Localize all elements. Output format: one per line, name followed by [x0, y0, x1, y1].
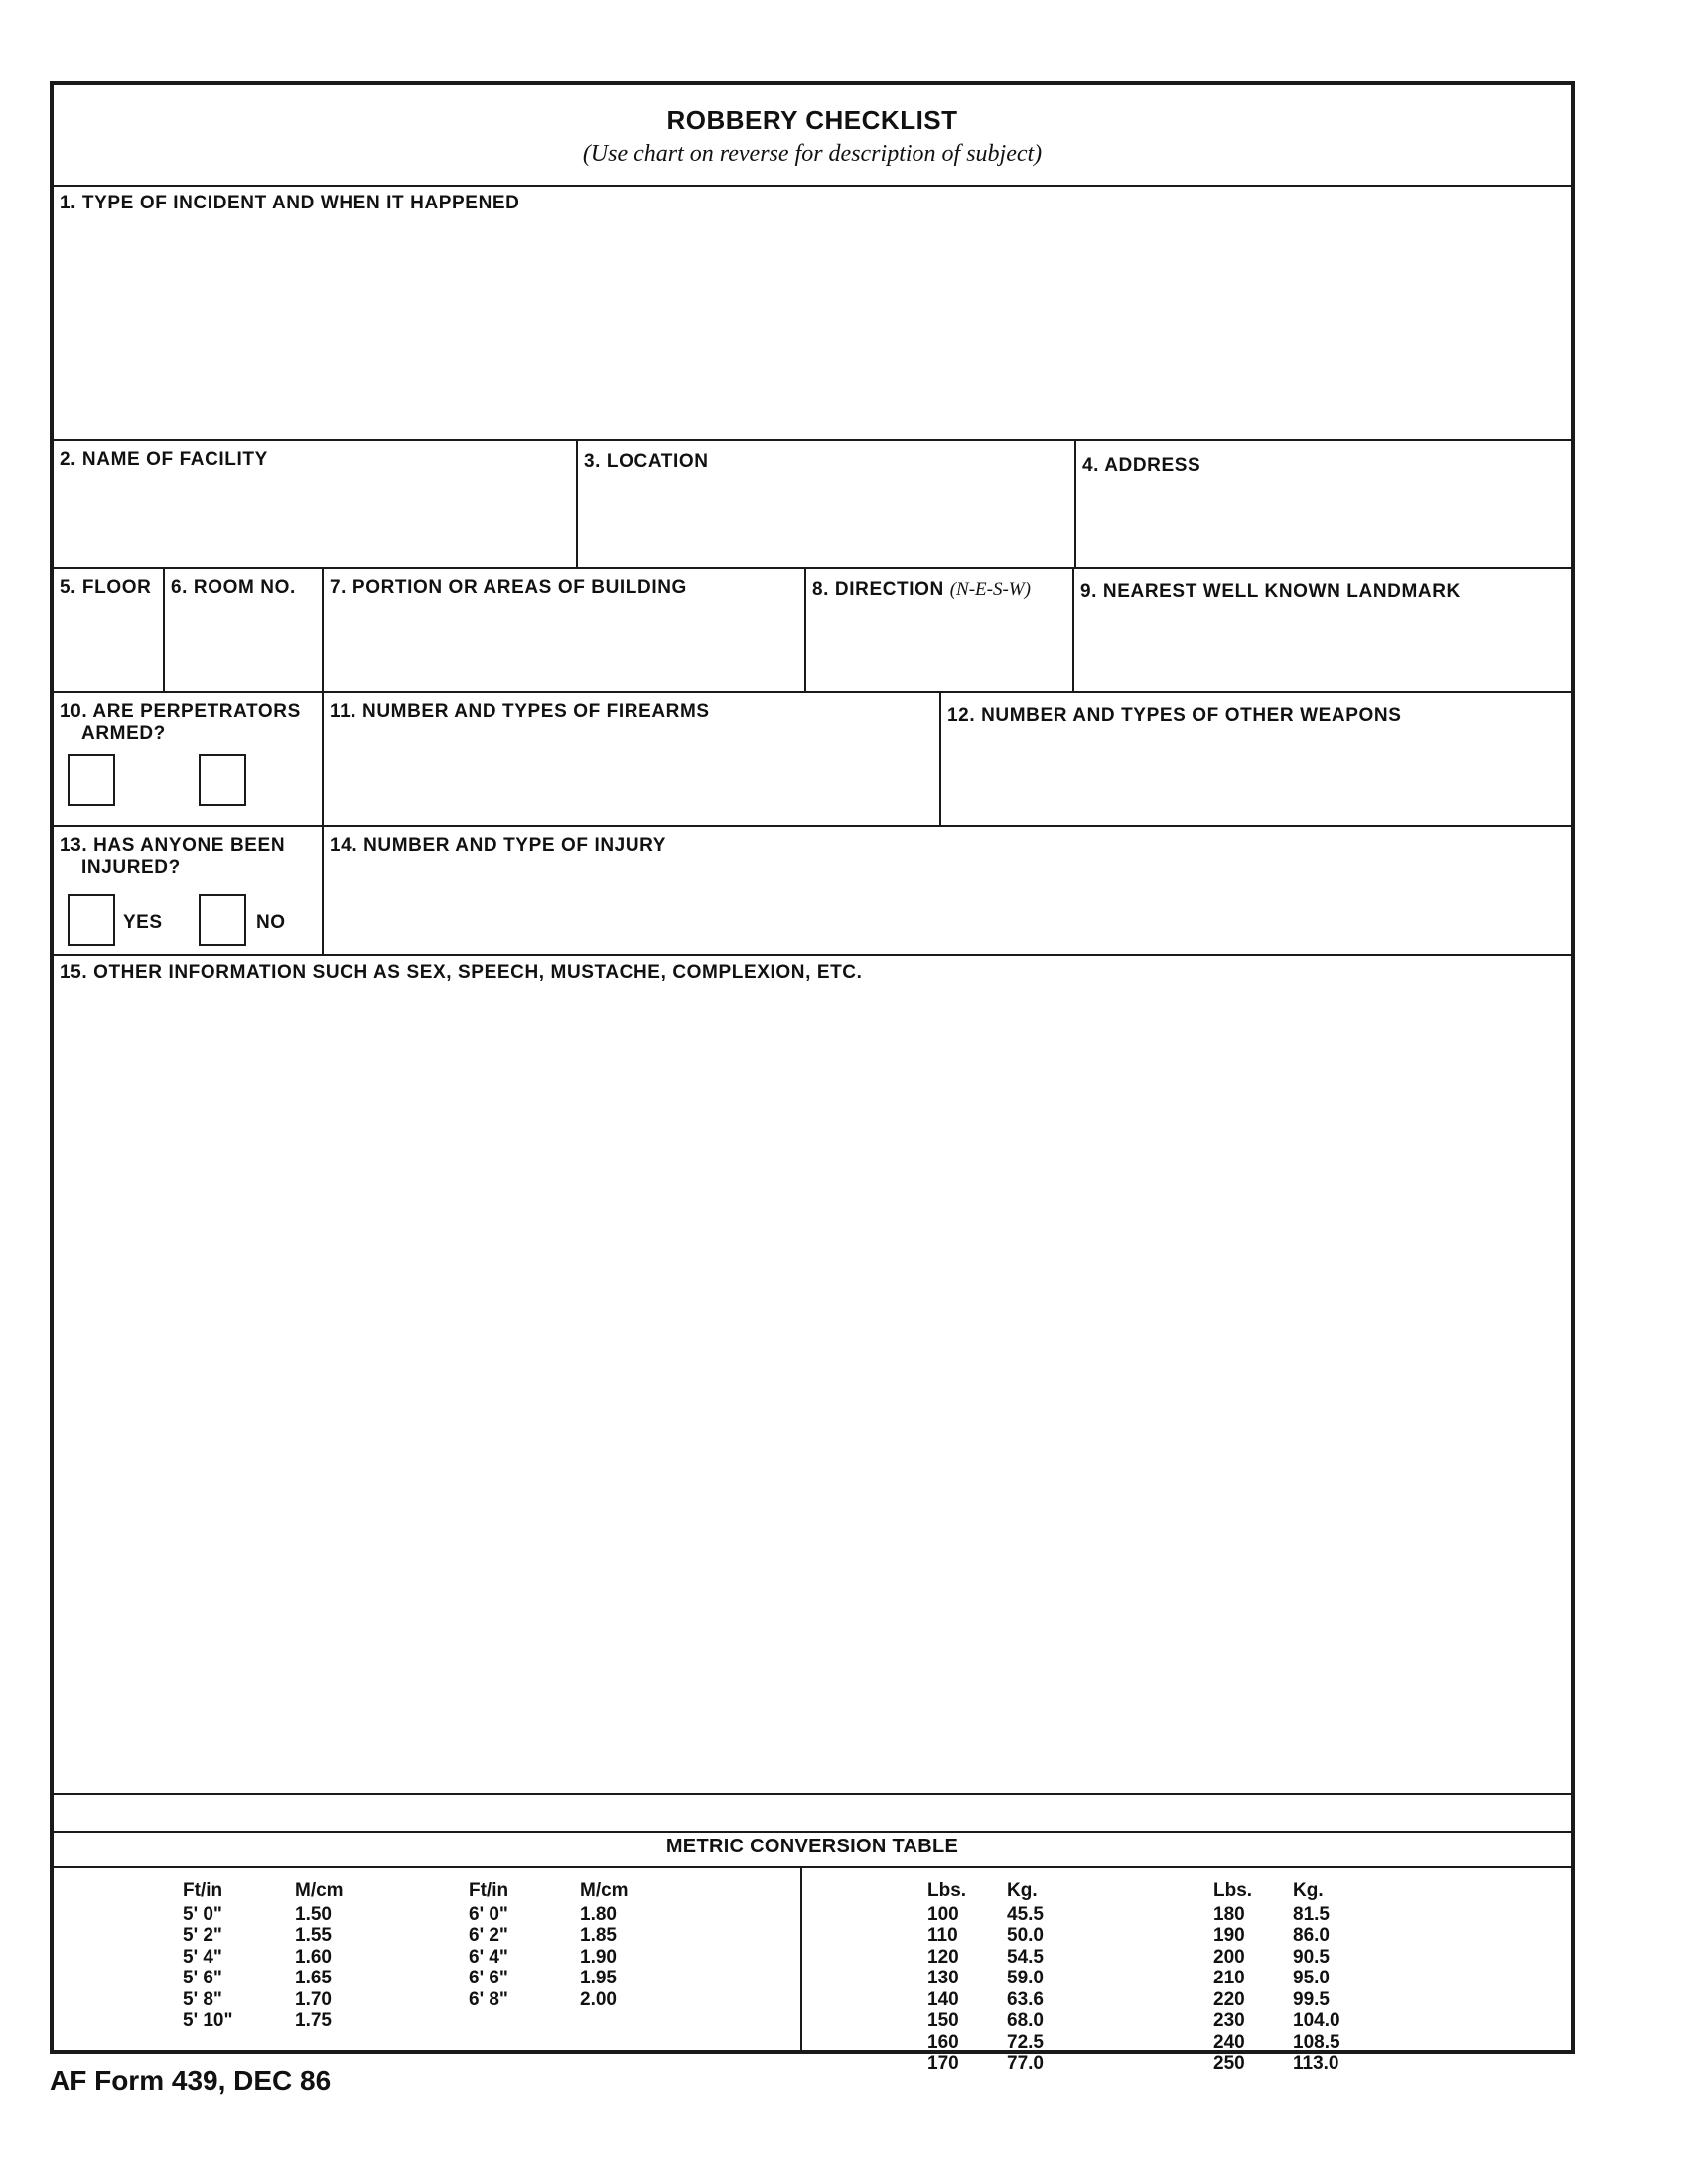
weight-value: 150 [927, 2010, 959, 2031]
field-building-areas-label: 7. PORTION OR AREAS OF BUILDING [330, 577, 687, 598]
weight-lbs-header: Lbs. [1213, 1880, 1253, 1901]
weight-value: 250 [1213, 2053, 1245, 2074]
height-value: 6' 4" [469, 1946, 508, 1968]
height-value: 5' 0" [183, 1903, 222, 1925]
weight-value: 120 [927, 1946, 959, 1968]
weight-value: 230 [1213, 2010, 1245, 2031]
field-building-areas[interactable] [324, 569, 804, 691]
weight-value: 220 [1213, 1988, 1245, 2010]
weight-col2-lbs [1213, 1880, 1252, 2075]
field-other-weapons[interactable] [941, 693, 1573, 825]
field-other-information-label: 15. OTHER INFORMATION SUCH AS SEX, SPEECH, MUSTACHE, COMPLEXION, ETC. [60, 962, 863, 983]
field-room-no[interactable] [165, 569, 322, 691]
field-other-information[interactable] [54, 956, 1571, 1793]
metric-value: 1.70 [295, 1988, 332, 2010]
kg-value: 63.6 [1007, 1988, 1044, 2010]
metric-value: 1.90 [580, 1946, 617, 1968]
kg-value: 108.5 [1293, 2031, 1340, 2053]
field-anyone-injured-label-2: INJURED? [81, 857, 181, 878]
weight-col1-lbs [927, 1880, 966, 2075]
weight-value: 240 [1213, 2031, 1245, 2053]
metric-value: 1.80 [580, 1903, 617, 1925]
height-value: 5' 10" [183, 2010, 233, 2031]
field-floor-label: 5. FLOOR [60, 577, 152, 598]
weight-lbs-header: Lbs. [927, 1880, 967, 1901]
metric-value: 1.50 [295, 1903, 332, 1925]
metric-value: 1.55 [295, 1925, 332, 1946]
kg-value: 45.5 [1007, 1903, 1044, 1925]
field-location[interactable] [578, 441, 1074, 567]
field-location-label: 3. LOCATION [584, 451, 709, 472]
weight-value: 190 [1213, 1925, 1245, 1946]
field-floor[interactable] [54, 569, 163, 691]
height-value: 6' 8" [469, 1988, 508, 2010]
height-value: 6' 2" [469, 1925, 508, 1946]
kg-value: 86.0 [1293, 1925, 1330, 1946]
form-subtitle: (Use chart on reverse for description of subject) [582, 141, 1043, 167]
weight-value: 100 [927, 1903, 959, 1925]
field-anyone-injured [54, 827, 322, 954]
armed-yes-checkbox[interactable] [68, 754, 115, 806]
kg-value: 113.0 [1293, 2053, 1339, 2074]
height-value: 5' 2" [183, 1925, 222, 1946]
kg-value: 95.0 [1293, 1968, 1330, 1988]
field-perpetrators-armed-label-1: 10. ARE PERPETRATORS [60, 701, 301, 722]
metric-value: 1.65 [295, 1968, 332, 1988]
weight-value: 200 [1213, 1946, 1245, 1968]
metric-value: 1.75 [295, 2010, 332, 2031]
kg-value: 99.5 [1293, 1988, 1330, 2010]
weight-value: 170 [927, 2053, 959, 2074]
weight-col1-kg [1007, 1880, 1044, 2075]
field-address-label: 4. ADDRESS [1082, 455, 1201, 476]
injured-yes-checkbox[interactable] [68, 894, 115, 946]
weight-col2-kg [1293, 1880, 1340, 2075]
field-incident-type-label: 1. TYPE OF INCIDENT AND WHEN IT HAPPENED [60, 193, 520, 213]
field-direction[interactable] [806, 569, 1072, 691]
kg-value: 54.5 [1007, 1946, 1044, 1968]
form-number-footer: AF Form 439, DEC 86 [50, 2065, 332, 2096]
metric-value: 1.95 [580, 1968, 617, 1988]
height-value: 5' 6" [183, 1968, 222, 1988]
robbery-checklist-form [50, 81, 1575, 2074]
metric-value: 1.60 [295, 1946, 332, 1968]
height-col1-ft [183, 1880, 233, 2032]
field-room-no-label: 6. ROOM NO. [171, 577, 296, 598]
field-facility-name-label: 2. NAME OF FACILITY [60, 449, 268, 470]
metric-table-title: METRIC CONVERSION TABLE [665, 1836, 959, 1857]
height-value: 5' 8" [183, 1988, 222, 2010]
weight-value: 160 [927, 2031, 959, 2053]
field-facility-name[interactable] [54, 441, 576, 567]
weight-kg-header: Kg. [1007, 1880, 1038, 1901]
injured-no-checkbox[interactable] [199, 894, 246, 946]
metric-value: 2.00 [580, 1988, 617, 2010]
field-direction-label: 8. DIRECTION [812, 579, 944, 600]
height-m-header: M/cm [295, 1880, 344, 1901]
height-value: 5' 4" [183, 1946, 222, 1968]
kg-value: 68.0 [1007, 2010, 1044, 2031]
weight-value: 140 [927, 1988, 959, 2010]
weight-value: 180 [1213, 1903, 1245, 1925]
field-perpetrators-armed-label-2: ARMED? [81, 723, 166, 744]
field-incident-type[interactable] [54, 187, 1571, 439]
field-anyone-injured-label-1: 13. HAS ANYONE BEEN [60, 835, 286, 856]
field-injury-type[interactable] [324, 827, 1573, 954]
kg-value: 50.0 [1007, 1925, 1044, 1946]
height-ft-header: Ft/in [183, 1880, 223, 1901]
kg-value: 72.5 [1007, 2031, 1044, 2053]
weight-value: 130 [927, 1968, 959, 1988]
height-value: 6' 0" [469, 1903, 508, 1925]
height-ft-header: Ft/in [469, 1880, 509, 1901]
kg-value: 59.0 [1007, 1968, 1044, 1988]
field-firearms[interactable] [324, 693, 939, 825]
injured-no-label: NO [256, 912, 286, 933]
field-perpetrators-armed [54, 693, 322, 825]
kg-value: 77.0 [1007, 2053, 1044, 2074]
field-other-weapons-label: 12. NUMBER AND TYPES OF OTHER WEAPONS [947, 705, 1402, 726]
height-col1-m [295, 1880, 344, 2032]
height-col2-ft [469, 1880, 508, 2010]
kg-value: 90.5 [1293, 1946, 1330, 1968]
field-address[interactable] [1076, 441, 1573, 567]
height-value: 6' 6" [469, 1968, 508, 1988]
metric-value: 1.85 [580, 1925, 617, 1946]
height-col2-m [580, 1880, 629, 2010]
armed-no-checkbox[interactable] [199, 754, 246, 806]
weight-kg-header: Kg. [1293, 1880, 1324, 1901]
kg-value: 104.0 [1293, 2010, 1340, 2031]
weight-value: 110 [927, 1925, 958, 1946]
field-injury-type-label: 14. NUMBER AND TYPE OF INJURY [330, 835, 667, 856]
height-m-header: M/cm [580, 1880, 629, 1901]
kg-value: 81.5 [1293, 1903, 1330, 1925]
field-direction-hint: (N-E-S-W) [949, 579, 1031, 600]
weight-value: 210 [1213, 1968, 1245, 1988]
field-firearms-label: 11. NUMBER AND TYPES OF FIREARMS [330, 701, 710, 722]
form-title: ROBBERY CHECKLIST [666, 105, 958, 135]
injured-yes-label: YES [123, 912, 163, 933]
field-landmark-label: 9. NEAREST WELL KNOWN LANDMARK [1080, 581, 1461, 602]
field-landmark[interactable] [1074, 569, 1573, 691]
